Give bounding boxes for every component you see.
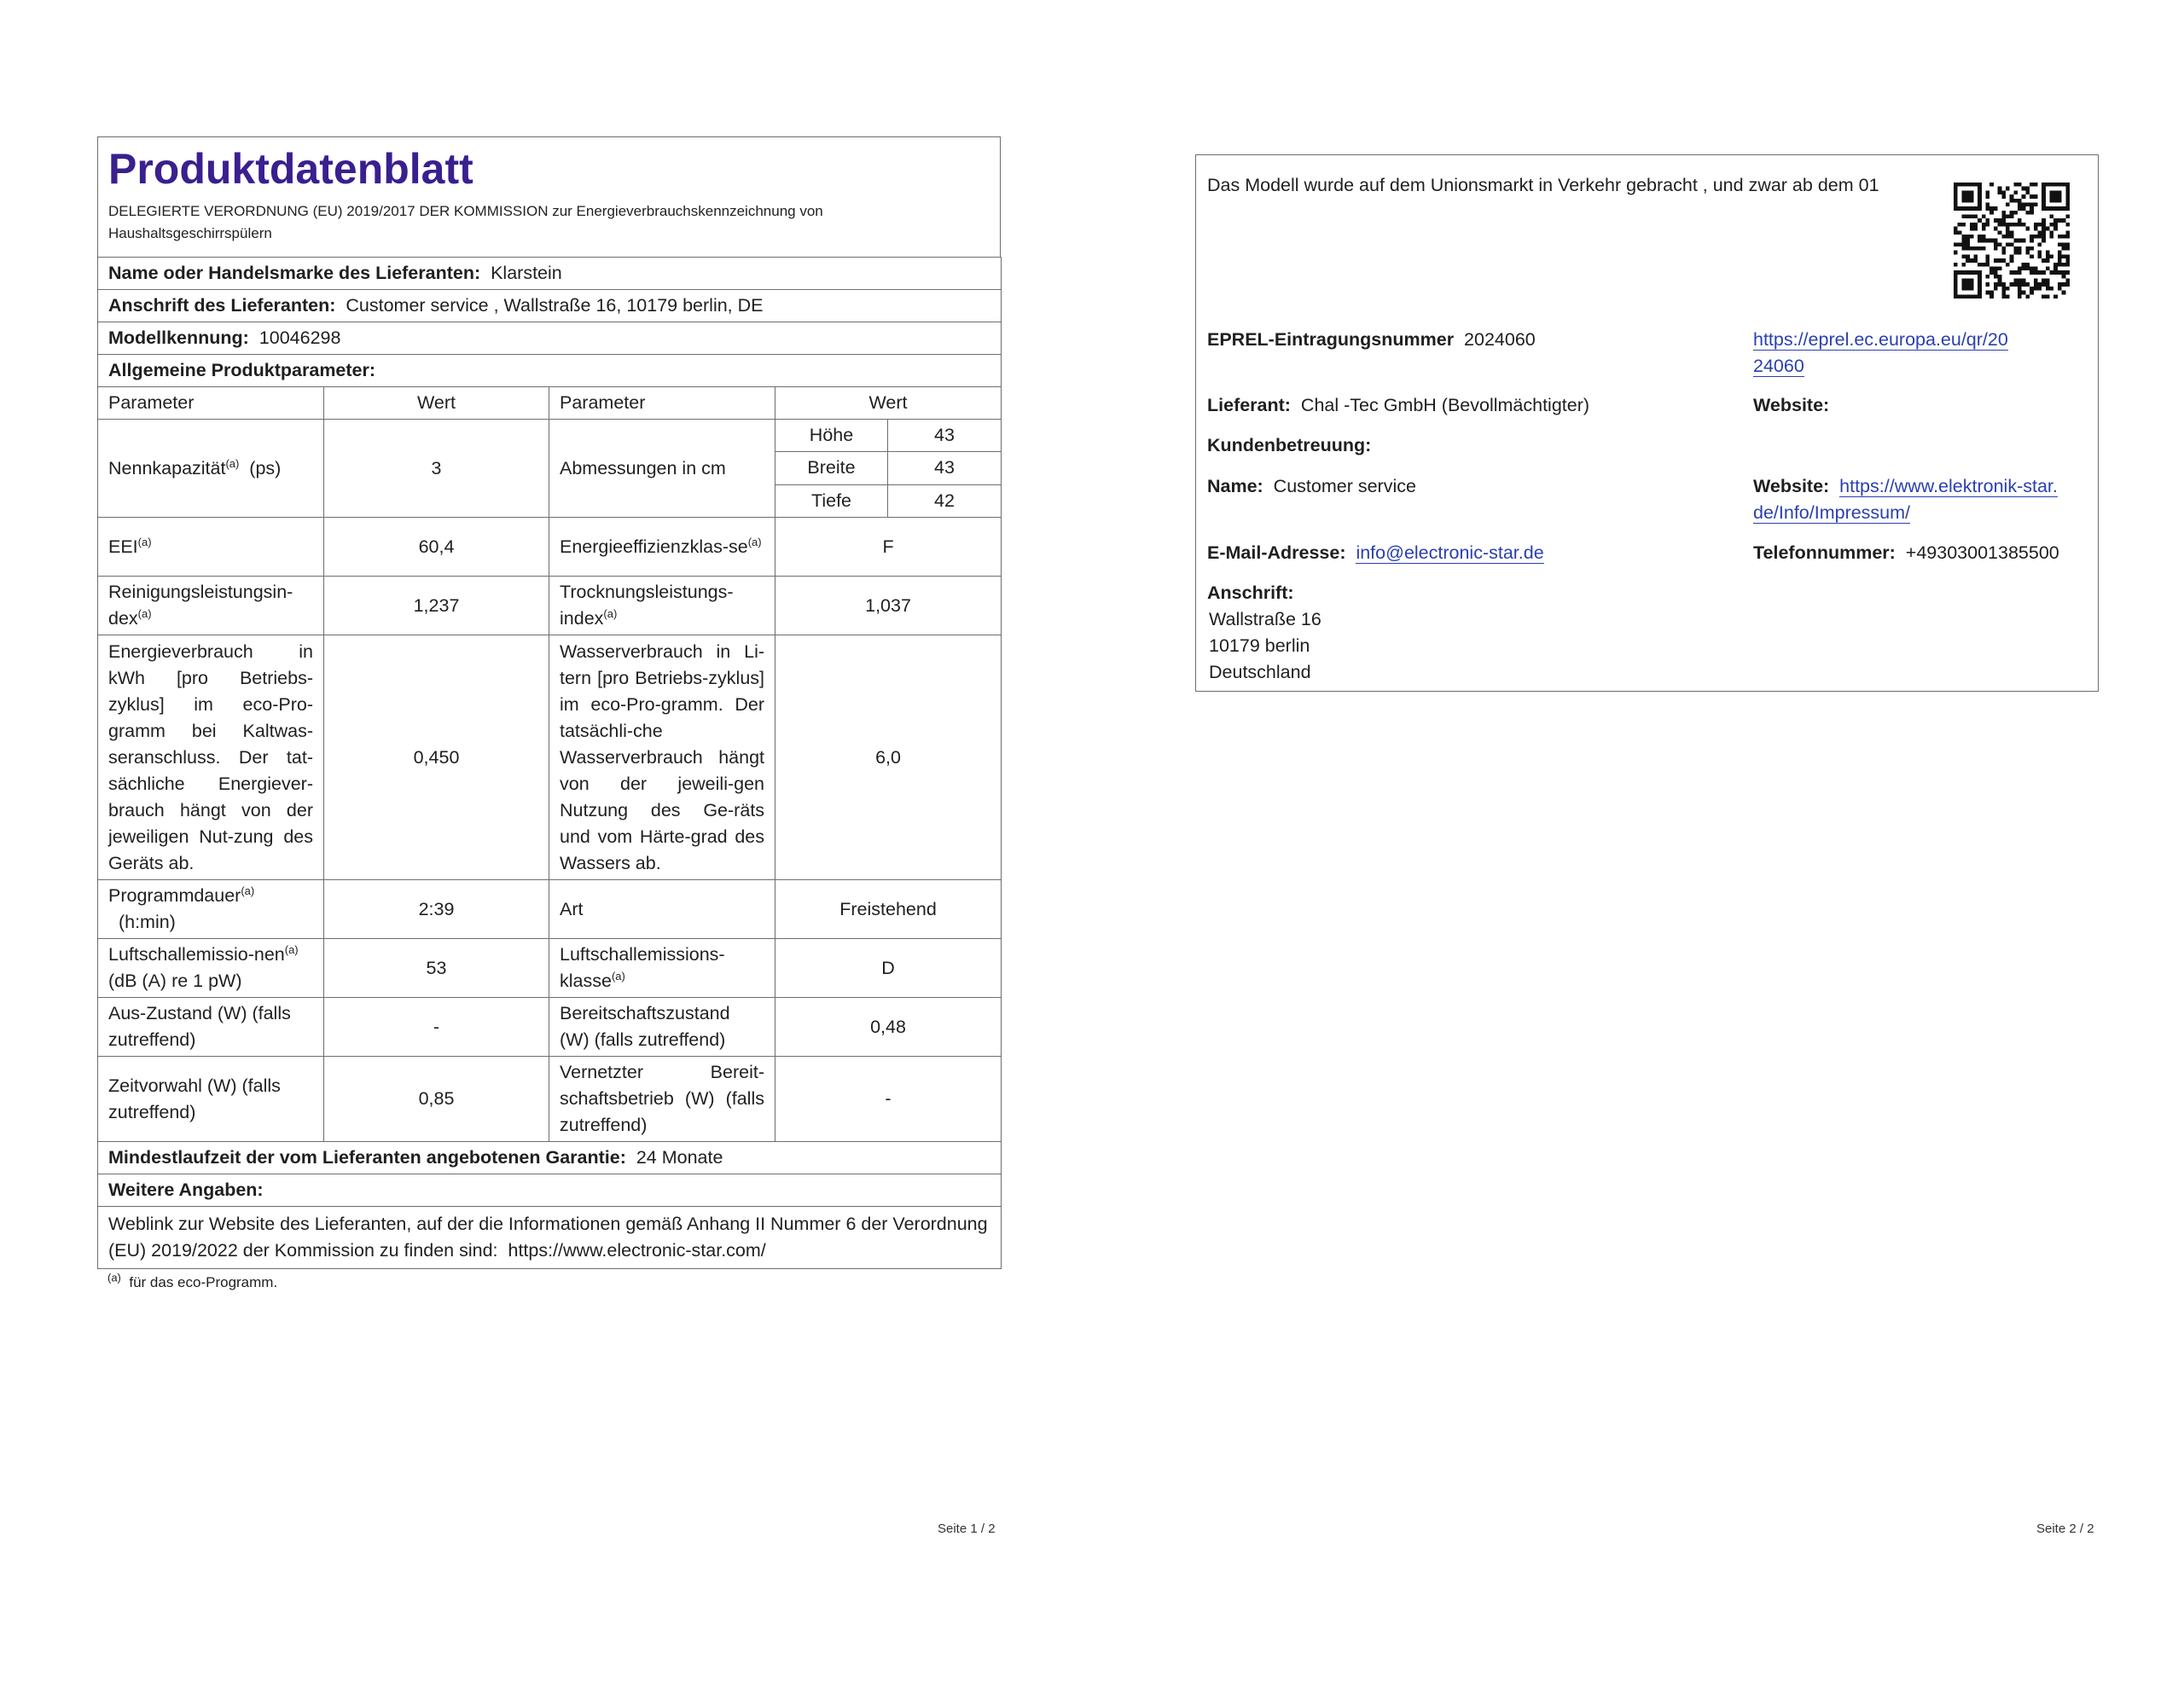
rated-capacity-label: Nennkapazität <box>108 457 226 478</box>
table-row <box>98 518 1002 577</box>
supplier-label: Lieferant: <box>1207 395 1291 415</box>
eprel-link[interactable] <box>1753 327 2008 380</box>
standby-value: 0,48 <box>775 998 1002 1057</box>
header-parameter-1: Parameter <box>98 387 324 420</box>
cleaning-index-label: Reinigungsleistungsin-dex <box>108 582 293 629</box>
model-value: 10046298 <box>258 328 341 348</box>
header-row <box>98 387 1002 420</box>
duration-value: 2:39 <box>324 880 549 939</box>
off-mode-label: Aus-Zustand (W) (falls zutreffend) <box>98 998 324 1057</box>
table-row <box>98 998 1002 1057</box>
table-row <box>98 577 1002 635</box>
website2-label: Website: <box>1753 476 1830 496</box>
type-value: Freistehend <box>775 880 1002 939</box>
network-standby-value: - <box>775 1057 1002 1142</box>
address-line-3: Deutschland <box>1209 662 1311 682</box>
off-mode-value: - <box>324 998 549 1057</box>
noise-value: 53 <box>324 939 549 998</box>
drying-index-value: 1,037 <box>775 577 1002 635</box>
footnote-ref: (a) <box>747 535 762 548</box>
rated-capacity-value: 3 <box>324 420 549 518</box>
email-label: E-Mail-Adresse: <box>1207 542 1346 563</box>
eprel-value: 2024060 <box>1464 329 1536 350</box>
duration-label: Programmdauer <box>108 885 241 906</box>
table-row <box>98 880 1002 939</box>
header-value-1: Wert <box>324 387 549 420</box>
website-link-line2[interactable]: de/Info/Impressum/ <box>1753 502 1911 523</box>
header-value-2: Wert <box>775 387 1002 420</box>
standby-label: Bereitschaftszustand (W) (falls zutreffend) <box>549 998 775 1057</box>
delay-start-label: Zeitvorwahl (W) (falls zutreffend) <box>98 1057 324 1142</box>
more-info-row <box>98 1174 1002 1207</box>
table-row <box>98 939 1002 998</box>
footnote-ref: (a) <box>611 969 625 983</box>
product-data-sheet <box>97 136 1001 1291</box>
weblink-text: Weblink zur Website des Lieferanten, auf der die Informationen gemäß Anhang II Nummer 6 der Verordnung (EU) 2019/2022 der Kommission zu finden sind: <box>108 1214 988 1261</box>
table-row <box>98 420 1002 452</box>
page-number-1: Seite 1 / 2 <box>938 1522 996 1536</box>
supplier-address-value: Customer service , Wallstraße 16, 10179 berlin, DE <box>346 295 764 316</box>
general-params-row <box>98 355 1002 387</box>
warranty-label: Mindestlaufzeit der vom Lieferanten angebotenen Garantie: <box>108 1147 626 1168</box>
footnote-text: für das eco-Programm. <box>129 1274 278 1290</box>
market-date-text: Das Modell wurde auf dem Unionsmarkt in Verkehr gebracht , und zwar ab dem 01 <box>1207 175 1879 195</box>
footnote-ref: (a) <box>137 606 152 620</box>
energy-class-label: Energieeffizienzklas-se <box>560 536 748 557</box>
regulation-subtitle: DELEGIERTE VERORDNUNG (EU) 2019/2017 DER KOMMISSION zur Energieverbrauchskennzeichnung von Haushaltsgeschirrspülern <box>108 203 823 241</box>
supplier-info-panel <box>1195 154 2099 692</box>
network-standby-label: Vernetzter Bereit-schaftsbetrieb (W) (falls zutreffend) <box>549 1057 775 1142</box>
energy-consumption-value: 0,450 <box>324 635 549 880</box>
header-parameter-2: Parameter <box>549 387 775 420</box>
eei-value: 60,4 <box>324 518 549 577</box>
phone-value: +49303001385500 <box>1905 542 2059 563</box>
height-label: Höhe <box>775 420 888 452</box>
model-row <box>98 322 1002 355</box>
noise-label: Luftschallemissio-nen <box>108 944 285 965</box>
height-value: 43 <box>888 420 1002 452</box>
noise-class-value: D <box>775 939 1002 998</box>
noise-unit: (dB (A) re 1 pW) <box>108 971 242 991</box>
more-info-label: Weitere Angaben: <box>108 1180 264 1200</box>
model-label: Modellkennung: <box>108 328 249 348</box>
footnote-ref: (a) <box>137 535 152 548</box>
name-label: Name: <box>1207 476 1263 496</box>
dimensions-label: Abmessungen in cm <box>549 420 775 518</box>
width-label: Breite <box>775 452 888 484</box>
weblink-url[interactable]: https://www.electronic-star.com/ <box>508 1240 766 1261</box>
supplier-name-value: Klarstein <box>491 263 562 283</box>
phone-label: Telefonnummer: <box>1753 542 1896 563</box>
table-row <box>98 635 1002 880</box>
footnote-ref: (a) <box>603 606 618 620</box>
supplier-address-row <box>98 290 1002 322</box>
eei-label: EEI <box>108 536 138 557</box>
table-row <box>98 1057 1002 1142</box>
footnote-mark: (a) <box>107 1271 121 1284</box>
rated-capacity-unit: (ps) <box>249 457 282 478</box>
website-label: Website: <box>1753 395 1830 415</box>
footnote-ref: (a) <box>225 456 240 470</box>
energy-consumption-label: Energieverbrauch in kWh [pro Betriebs-zyklus] im eco-Pro-gramm bei Kaltwas-seranschluss. Der tat-sächliche Energiever-brauch hängt von der jeweiligen Nut-zung des Geräts ab. <box>98 635 324 880</box>
page-number-2: Seite 2 / 2 <box>2036 1522 2094 1536</box>
eprel-link-line2[interactable]: 24060 <box>1753 356 1804 376</box>
depth-value: 42 <box>888 484 1002 517</box>
general-params-label: Allgemeine Produktparameter: <box>108 360 376 380</box>
duration-unit: (h:min) <box>118 912 176 932</box>
depth-label: Tiefe <box>775 484 888 517</box>
warranty-value: 24 Monate <box>636 1147 723 1168</box>
address-line-2: 10179 berlin <box>1209 635 1310 656</box>
title-box <box>97 136 1001 257</box>
noise-class-label: Luftschallemissions-klasse <box>560 944 725 991</box>
water-consumption-value: 6,0 <box>775 635 1002 880</box>
website-link-line1[interactable]: https://www.elektronik-star. <box>1839 476 2058 496</box>
name-value: Customer service <box>1273 476 1416 496</box>
water-consumption-label: Wasserverbrauch in Li-tern [pro Betriebs-zyklus] im eco-Pro-gramm. Der tatsächli-che Wasserverbrauch hängt von der jeweili-gen Nutzung des Ge-räts und vom Härte-grad des Wassers ab. <box>549 635 775 880</box>
warranty-row <box>98 1142 1002 1174</box>
supplier-address-label: Anschrift des Lieferanten: <box>108 295 336 316</box>
type-label: Art <box>549 880 775 939</box>
weblink-row <box>98 1207 1002 1269</box>
footnote <box>107 1271 1001 1291</box>
footnote-ref: (a) <box>284 942 299 956</box>
width-value: 43 <box>888 452 1002 484</box>
drying-index-label: Trocknungsleistungs-index <box>560 582 734 629</box>
qr-code[interactable] <box>1954 183 2070 299</box>
address-label: Anschrift: <box>1207 583 1294 603</box>
supplier-name-row <box>98 258 1002 290</box>
eprel-label: EPREL-Eintragungsnummer <box>1207 329 1455 350</box>
email-link[interactable]: info@electronic-star.de <box>1356 542 1544 563</box>
supplier-name-label: Name oder Handelsmarke des Lieferanten: <box>108 263 481 283</box>
supplier-value: Chal -Tec GmbH (Bevollmächtigter) <box>1300 395 1590 415</box>
energy-class-value: F <box>775 518 1002 577</box>
customer-support-label: Kundenbetreuung: <box>1207 435 1372 455</box>
eprel-link-line1[interactable]: https://eprel.ec.europa.eu/qr/20 <box>1753 329 2008 350</box>
footnote-ref: (a) <box>241 884 255 897</box>
address-line-1: Wallstraße 16 <box>1209 609 1321 629</box>
page-title: Produktdatenblatt <box>108 145 473 193</box>
cleaning-index-value: 1,237 <box>324 577 549 635</box>
delay-start-value: 0,85 <box>324 1057 549 1142</box>
parameter-table <box>97 257 1002 1269</box>
